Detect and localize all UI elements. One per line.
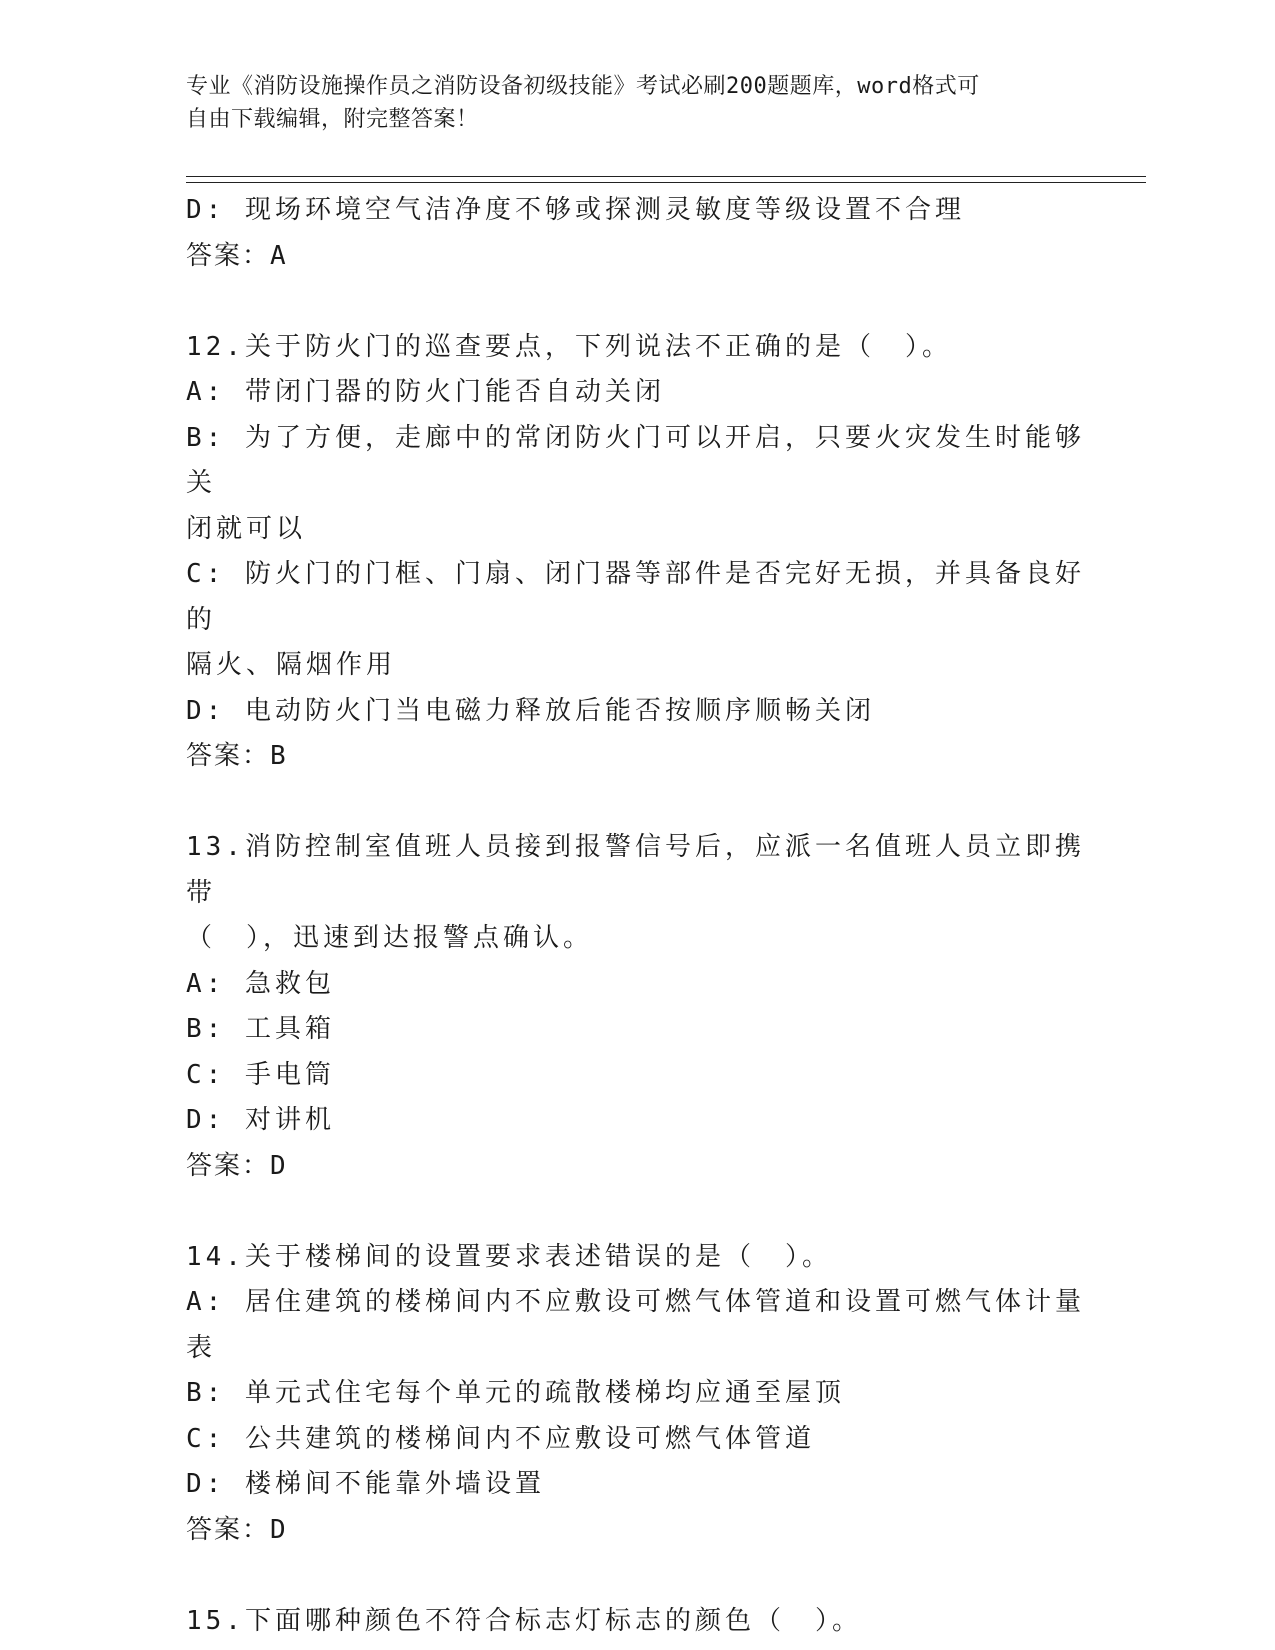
answer: 答案：D xyxy=(186,1150,288,1181)
option-d: D: 现场环境空气洁净度不够或探测灵敏度等级设置不合理 xyxy=(186,195,965,225)
answer: 答案：A xyxy=(186,240,288,271)
option-b: B: 单元式住宅每个单元的疏散楼梯均应通至屋顶 xyxy=(186,1378,845,1408)
question-stem-line-1: 13.消防控制室值班人员接到报警信号后，应派一名值班人员立即携带 xyxy=(186,832,1085,908)
option-a: A: 带闭门器的防火门能否自动关闭 xyxy=(186,377,665,407)
document-header xyxy=(186,70,1066,136)
option-d: D: 对讲机 xyxy=(186,1105,335,1135)
option-c: C: 公共建筑的楼梯间内不应敷设可燃气体管道 xyxy=(186,1423,815,1454)
question-15 xyxy=(186,1599,1086,1645)
answer: 答案：B xyxy=(186,741,288,771)
option-d: D: 电动防火门当电磁力释放后能否按顺序顺畅关闭 xyxy=(186,695,875,726)
question-stem-line-2: （ ），迅速到达报警点确认。 xyxy=(186,923,594,953)
question-list xyxy=(186,188,1086,1644)
header-divider-top xyxy=(186,176,1146,177)
option-b: B: 工具箱 xyxy=(186,1014,335,1044)
option-c: C: 手电筒 xyxy=(186,1059,335,1090)
previous-question xyxy=(186,188,1086,279)
option-a: A: 居住建筑的楼梯间内不应敷设可燃气体管道和设置可燃气体计量表 xyxy=(186,1287,1085,1363)
header-title-line-1: 专业《消防设施操作员之消防设备初级技能》考试必刷200题题库，word格式可 xyxy=(186,74,980,99)
question-14 xyxy=(186,1235,1086,1554)
option-c-line-2: 隔火、隔烟作用 xyxy=(186,650,397,680)
question-stem: 15.下面哪种颜色不符合标志灯标志的颜色（ ）。 xyxy=(186,1605,862,1636)
question-12 xyxy=(186,325,1086,780)
option-b-line-1: B: 为了方便，走廊中的常闭防火门可以开启，只要火灾发生时能够关 xyxy=(186,422,1085,498)
option-d: D: 楼梯间不能靠外墙设置 xyxy=(186,1469,545,1499)
answer: 答案：D xyxy=(186,1514,288,1545)
option-b-line-2: 闭就可以 xyxy=(186,513,307,544)
header-title-line-2: 自由下载编辑，附完整答案！ xyxy=(186,107,479,132)
question-stem: 14.关于楼梯间的设置要求表述错误的是（ ）。 xyxy=(186,1241,832,1272)
question-stem: 12.关于防火门的巡查要点，下列说法不正确的是（ ）。 xyxy=(186,331,952,362)
option-c-line-1: C: 防火门的门框、门扇、闭门器等部件是否完好无损，并具备良好的 xyxy=(186,559,1085,635)
question-13 xyxy=(186,825,1086,1189)
header-divider-bottom xyxy=(186,182,1146,183)
option-a: A: 急救包 xyxy=(186,968,335,999)
